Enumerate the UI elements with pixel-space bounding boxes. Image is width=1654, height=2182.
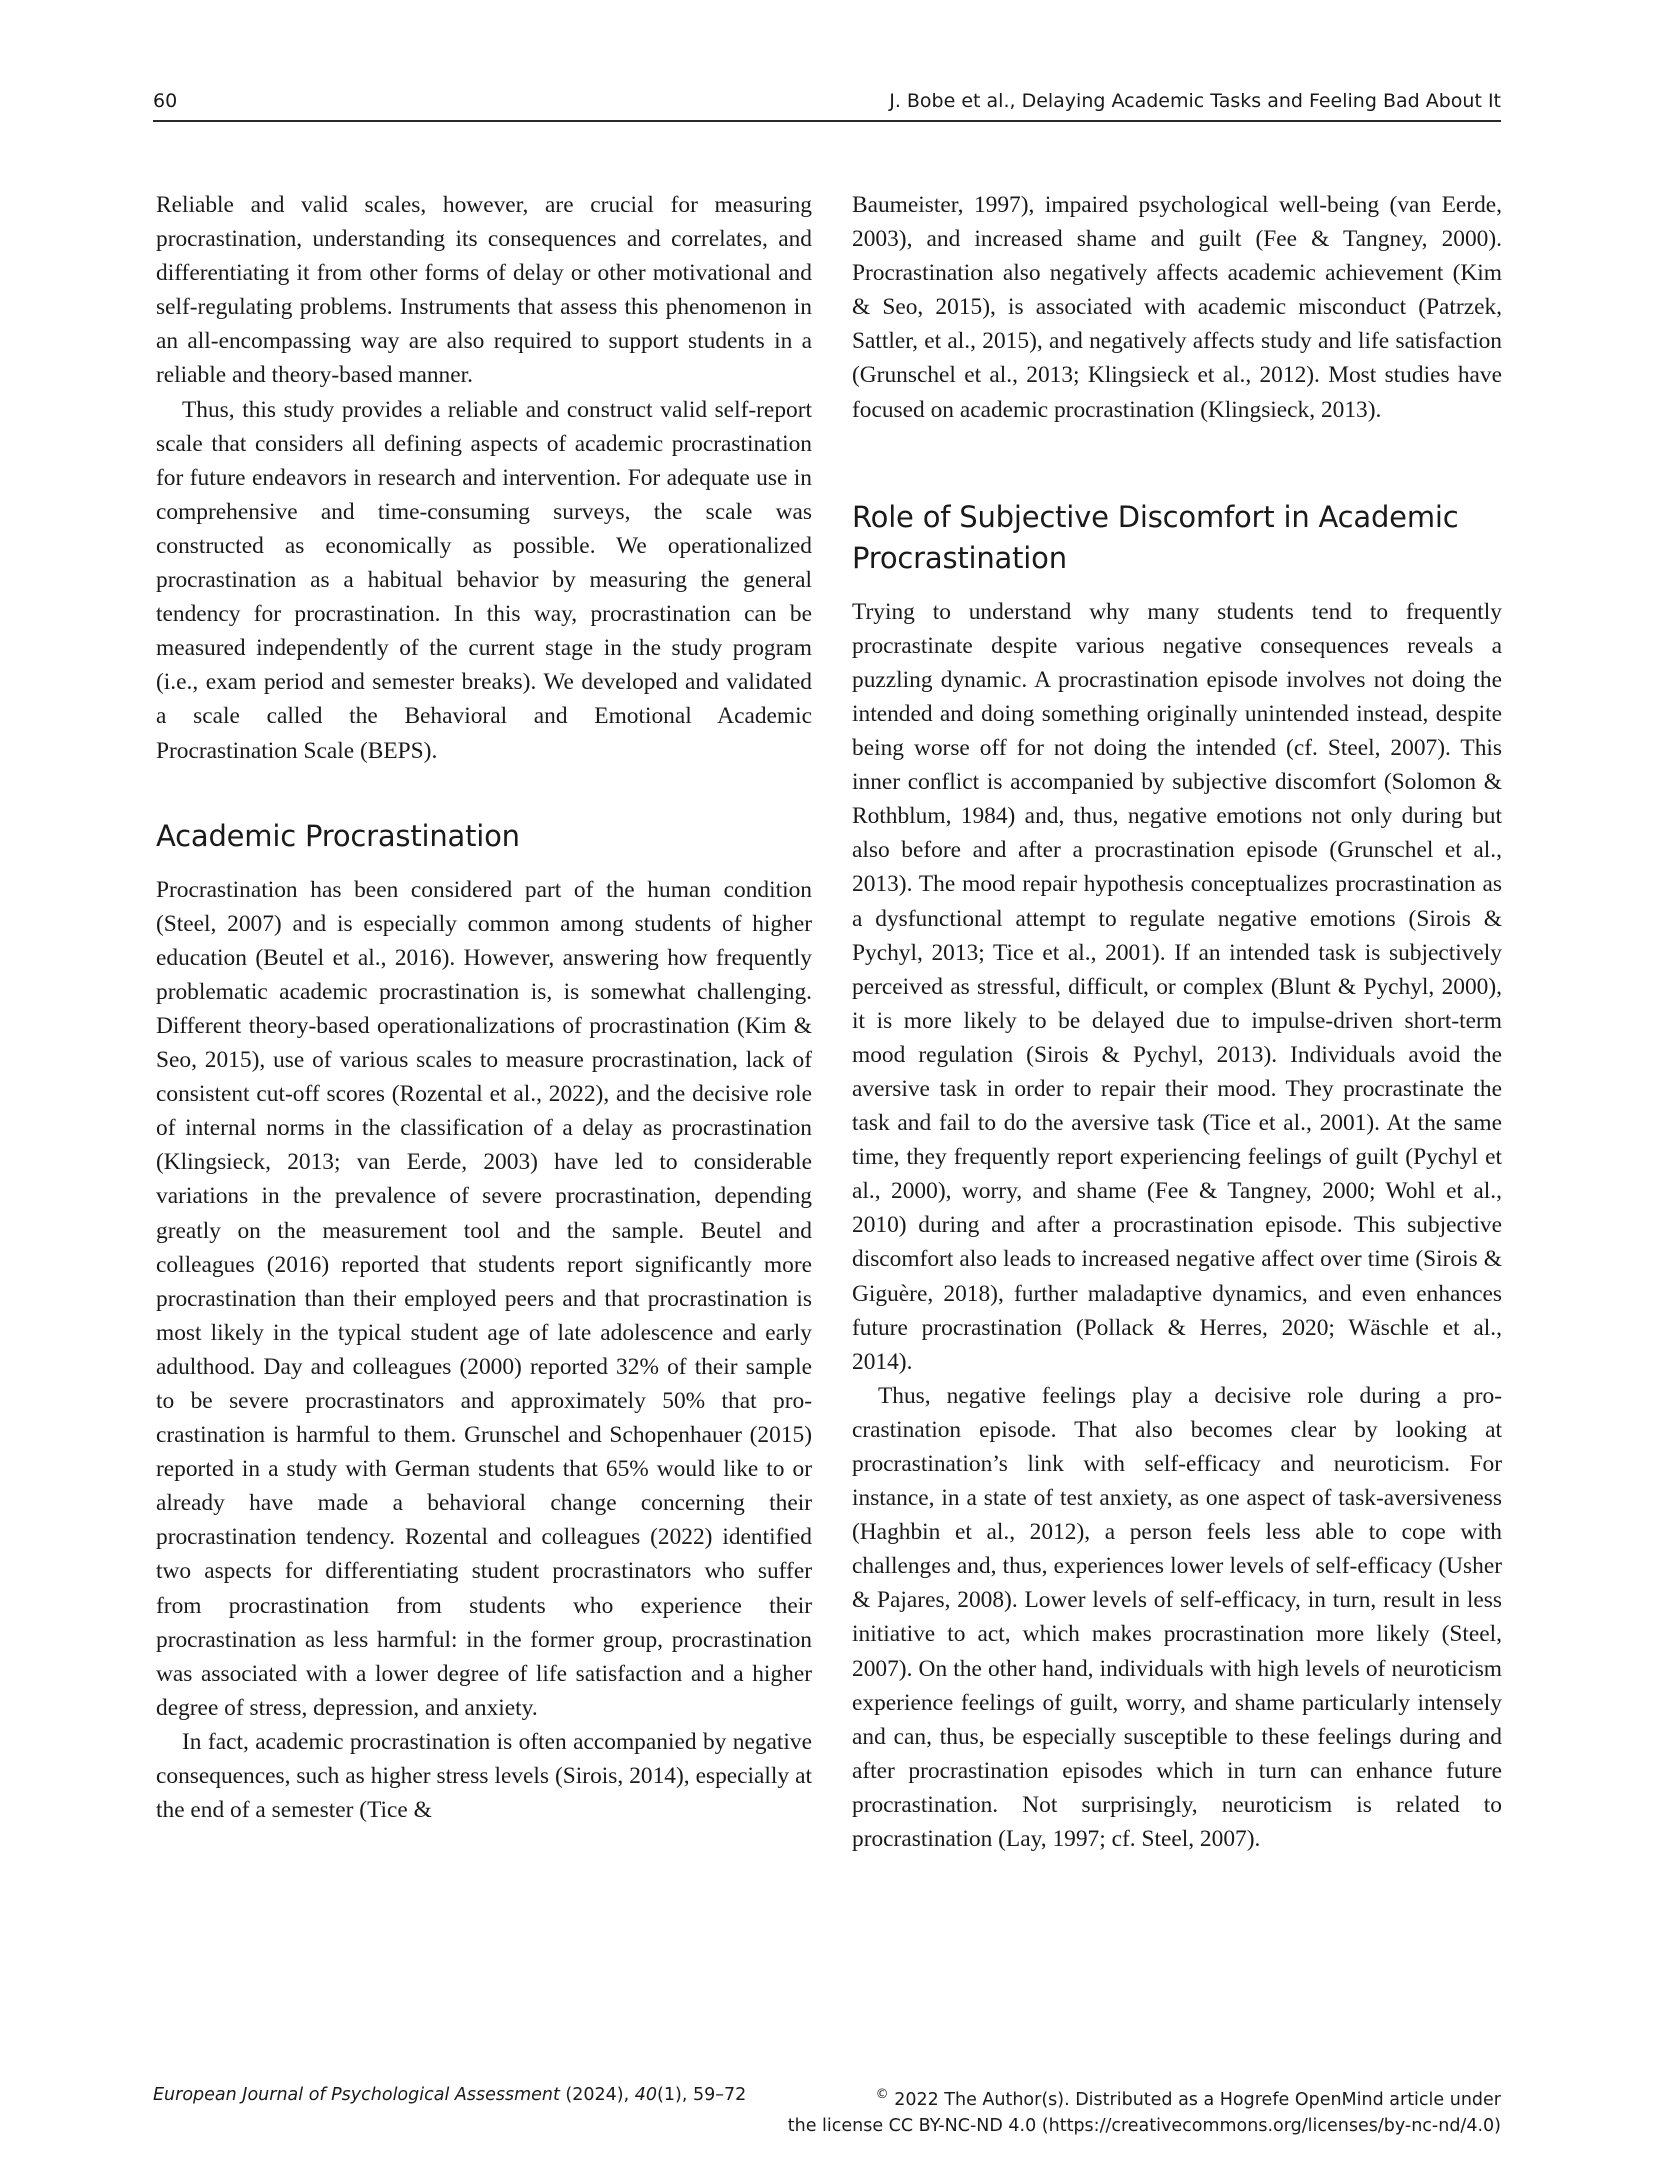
journal-year: (2024),: [559, 2085, 635, 2105]
paragraph: Trying to understand why many students tend to frequently procrastinate despite various negative consequences reveals a puzzling dynamic. A procrastination episode involves not doing the intended and doing something originally unintended instead, despite being worse off for not doing the intended (cf. Steel, 2007). This inner conflict is accompanied by subjective discomfort (Solomon & Rothblum, 1984) and, thus, negative emotions not only during but also before and after a procrastination episode (Grunschel et al., 2013). The mood repair hypothesis conceptualizes procrastination as a dysfunctional attempt to regulate negative emotions (Sirois & Pychyl, 2013; Tice et al., 2001). If an intended task is subjectively perceived as stressful, difficult, or complex (Blunt & Pychyl, 2000), it is more likely to be delayed due to impulse-driven short-term mood regulation (Sirois & Pychyl, 2013). Individuals avoid the aversive task in order to repair their mood. They procrastinate the task and fail to do the aversive task (Tice et al., 2001). At the same time, they frequently report experiencing feelings of guilt (Pychyl et al., 2000), worry, and shame (Fee & Tangney, 2000; Wohl et al., 2010) during and after a procrastination episode. This subjective discomfort also leads to increased negative affect over time (Sirois & Giguère, 2018), further maladaptive dynamics, and even enhances future procrastination (Pollack & Herres, 2020; Wäschle et al., 2014).: [852, 598, 1502, 1375]
journal-volume: 40: [634, 2085, 658, 2105]
paragraph: Thus, negative feelings play a decisive role during a procrastination episode. That also becomes clear by looking at procrastination’s link with self-efficacy and neuroticism. For instance, in a state of test anxiety, as one aspect of task-aversiveness (Haghbin et al., 2012), a person feels less able to cope with challenges and, thus, experiences lower levels of self-efficacy (Usher & Pajares, 2008). Lower levels of self-efficacy, in turn, result in less initiative to act, which makes procrastination more likely (Steel, 2007). On the other hand, individuals with high levels of neuroticism experience feelings of guilt, worry, and shame particularly intensely and can, thus, be especially susceptible to these feelings during and after procrastination episodes which in turn can enhance future procrastination. Not surprisingly, neuroticism is related to procrastination (Lay, 1997; cf. Steel, 2007).: [852, 1382, 1502, 1853]
license-line-2: the license CC BY-NC-ND 4.0 (https://creativecommons.org/licenses/by-nc-nd/4.0): [787, 2115, 1501, 2136]
copyright-icon: ©: [875, 2087, 889, 2102]
journal-issue-pages: (1), 59–72: [657, 2085, 747, 2105]
journal-citation: [153, 2082, 746, 2108]
paragraph: Baumeister, 1997), impaired psychological well-being (van Eerde, 2003), and increased shame and guilt (Fee & Tangney, 2000). Procrastination also negatively affects academic achievement (Kim & Seo, 2015), is associated with academic misconduct (Patrzek, Sattler, et al., 2015), and negatively affects study and life satisfaction (Grunschel et al., 2013; Klingsieck et al., 2012). Most studies have focused on academic procrastination (Klingsieck, 2013).: [852, 192, 1502, 423]
paragraph: Procrastination has been considered part of the human condition (Steel, 2007) and is especially common among students of higher education (Beutel et al., 2016). However, answering how frequently problematic academic procrastination is, is somewhat challenging. Different theory-based operationalizations of procrastination (Kim & Seo, 2015), use of various scales to measure procrastination, lack of consistent cut-off scores (Rozental et al., 2022), and the decisive role of internal norms in the classification of a delay as procrastination (Klingsieck, 2013; van Eerde, 2003) have led to considerable variations in the prevalence of severe procrastination, depending greatly on the measurement tool and the sample. Beutel and colleagues (2016) reported that students report significantly more procrastination than their employed peers and that procrastination is most likely in the typical student age of late adolescence and early adulthood. Day and colleagues (2000) reported 32% of their sample to be severe procrastinators and approximately 50% that procrastination is harmful to them. Grunschel and Schopenhauer (2015) reported in a study with German students that 65% would like to or already have made a behavioral change concerning their procrastination tendency. Rozental and colleagues (2022) identified two aspects for differentiating student procrastinators who suffer from procrastination from students who experience their procrastination as less harmful: in the former group, procrastination was associated with a lower degree of life satisfaction and a higher degree of stress, depression, and anxiety.: [156, 876, 812, 1721]
right-column: [852, 188, 1502, 1856]
section-heading-academic-procrastination: Academic Procrastination: [156, 818, 520, 853]
paragraph: Reliable and valid scales, however, are crucial for measuring procrastination, understanding its consequences and correlates, and differentiating it from other forms of delay or other motivational and self-regulating problems. Instruments that assess this phenomenon in an all-encompassing way are also required to support students in a reliable and theory-based manner.: [156, 192, 812, 389]
page-number: 60: [153, 90, 178, 112]
license-notice: [788, 2082, 1501, 2139]
left-column: [156, 188, 812, 1827]
license-line-1: 2022 The Author(s). Distributed as a Hogrefe OpenMind article under: [888, 2089, 1501, 2110]
paragraph: Thus, this study provides a reliable and construct valid self-report scale that considers all defining aspects of academic procrastination for future endeavors in research and intervention. For adequate use in comprehensive and time-consuming surveys, the scale was constructed as economically as possible. We operationalized procrastination as a habitual behavior by measuring the general tendency for procrastination. In this way, procrastination can be measured independently of the current stage in the study program (i.e., exam period and semester breaks). We developed and validated a scale called the Behavioral and Emotional Academic Procrastination Scale (BEPS).: [156, 396, 812, 764]
running-title: J. Bobe et al., Delaying Academic Tasks and Feeling Bad About It: [889, 90, 1501, 112]
paragraph: In fact, academic procrastination is often accompanied by negative consequences, such as higher stress levels (Sirois, 2014), especially at the end of a semester (Tice &: [156, 1728, 812, 1824]
page-header: [153, 86, 1501, 122]
section-heading-subjective-discomfort: Role of Subjective Discomfort in Academic Procrastination: [852, 499, 1459, 575]
journal-name: European Journal of Psychological Assessment: [153, 2085, 560, 2105]
